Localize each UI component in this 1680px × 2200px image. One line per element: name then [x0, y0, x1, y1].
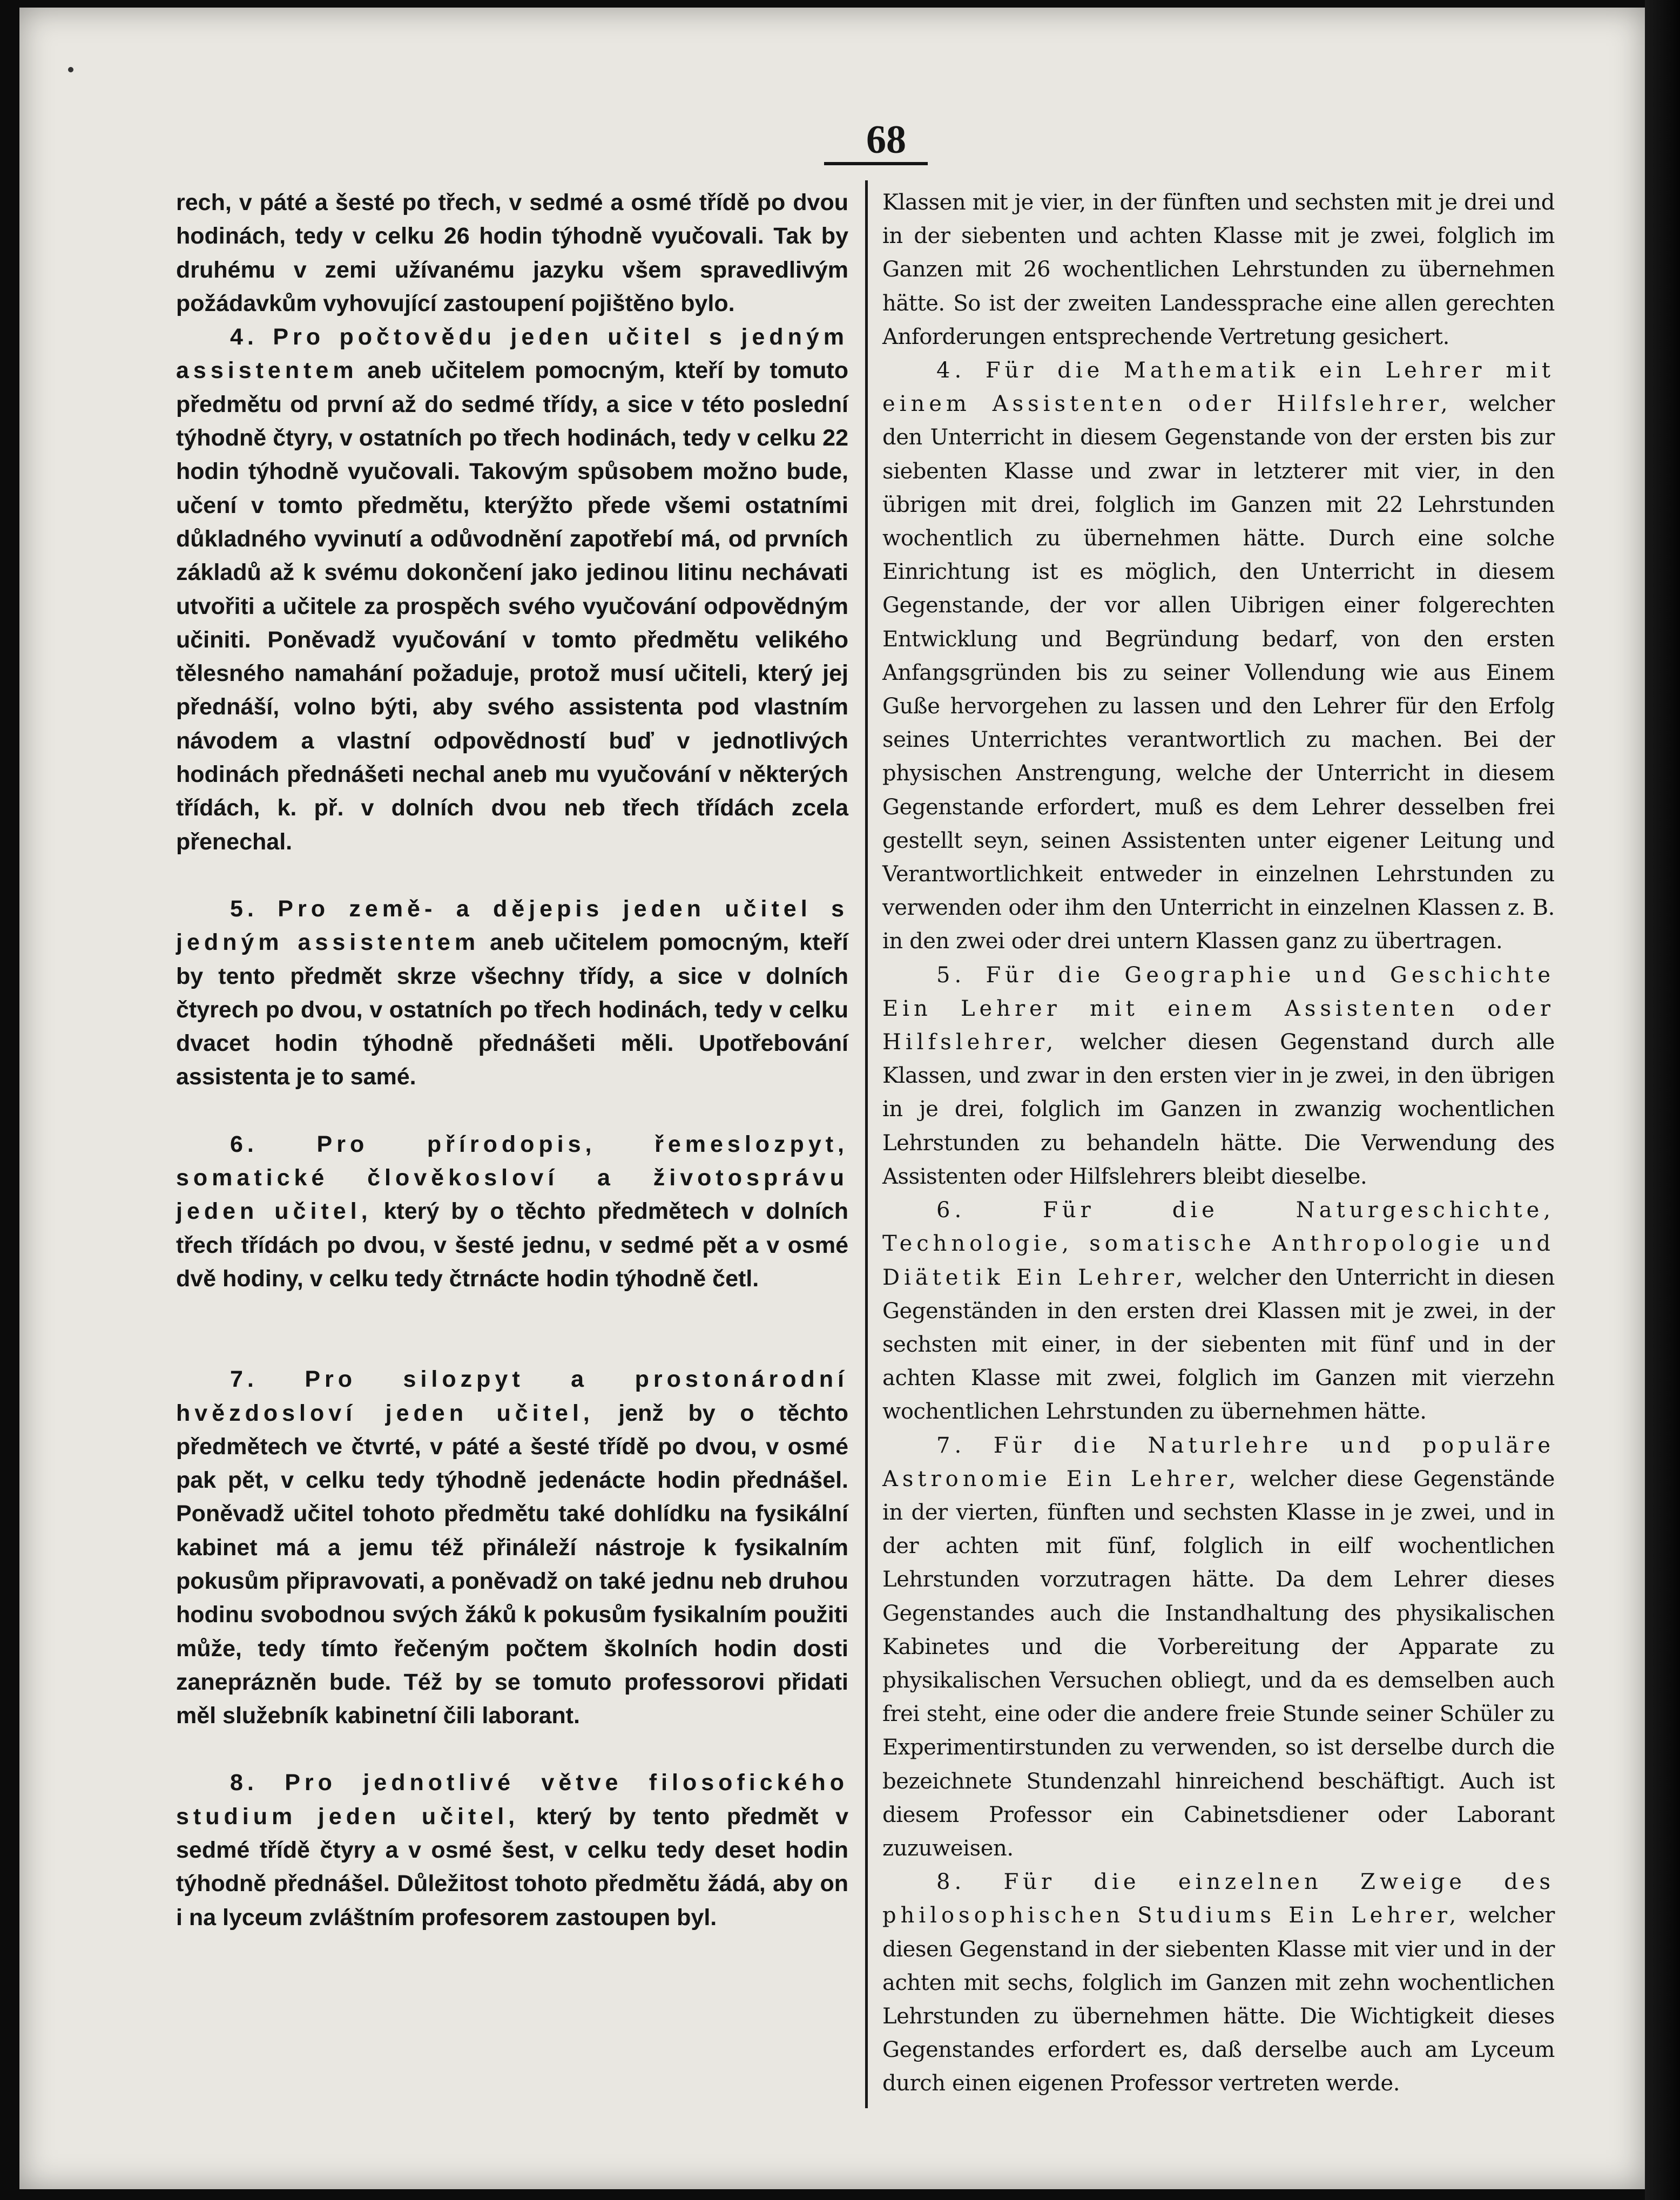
- scan-speck: [68, 67, 73, 72]
- czech-paragraph-4-text: aneb učitelem pomocným, kteří by tomuto předmětu od první až do sedmé třídy, a sice v této poslední týhodně čtyry, v ostatních po třech hodinách, tedy v celku 22 hodin týhodně vyučovali. Takovým spůsobem možno bude, učení v tomto předmětu, kterýžto přede všemi ostatními důkladného vyvinutí a odůvodnění zapotřebí má, od prvních základů až k svému dokončení jako jedinou litinu nechávati utvořiti a učitele za prospěch svého vyučování odpovědným učiniti. Poněvadž vyučování v tomto předmětu velikého tělesného namahání požaduje, protož musí učiteli, který jej přednáší, volno býti, aby svého assistenta pod vlastním návodem a vlastní odpovědností buď v jednotlivých hodinách přednášeti nechal aneb mu vyučování v některých třídách, k. př. v dolních dvou neb třech třídách zcela přenechal.: [176, 357, 848, 855]
- page-number: 68: [866, 118, 906, 162]
- czech-paragraph-5-text: aneb učitelem pomocným, kteří by tento předmět skrze všechny třídy, a sice v dolních čtyrech po dvou, v ostatních po třech hodinách, tedy v celku dvacet hodin týhodně přednášeti měli. Upotřebování assistenta je to samé.: [176, 929, 849, 1090]
- czech-paragraph-6-lead: 6. Pro přírodopis, řemeslozpyt, somatické člověkosloví a životosprávu jeden učitel,: [176, 1131, 848, 1225]
- german-paragraph-7-text: welcher diese Gegenstände in der vierten, fünften und sechsten Klasse in je zwei, und in der achten mit fünf, folglich in eilf wochentlichen Lehrstunden vorzutragen hätte. Da dem Lehrer dieses Gegenstandes auch die Instandhaltung des physikalischen Kabinetes und die Vorbereitung der Apparate zu physikalischen Versuchen obliegt, und da es demselben auch frei steht, eine oder die andere freie Stunde seiner Schüler zu Experimentirstunden zu verwenden, so ist derselbe durch die bezeichnete Stundenzahl hinreichend beschäftigt. Auch ist diesem Professor ein Cabinetsdiener oder Laborant zuzuweisen.: [882, 1466, 1555, 1861]
- czech-paragraph-7-text: jenž by o těchto předmětech ve čtvrté, v páté a šesté třídě po dvou, v osmé pak pět, v celku tedy týhodně jedenácte hodin přednášel. Poněvadž učitel tohoto předmětu také dohlídku na fysikální kabinet má a jemu též přináleží nástroje k fysikalním pokusům připravovati, a poněvadž on také jednu neb druhou hodinu svobodnou svých žáků k pokusům fysikalním použiti může, tedy tímto řečeným počtem školních hodin dosti zaneprázněn bude. Též by se tomuto professorovi přidati měl služebník kabinetní čili laborant.: [176, 1400, 848, 1729]
- czech-paragraph-6: [176, 1128, 848, 1295]
- czech-paragraph-4-lead: 4. Pro počtovědu jeden učitel s jedným assistentem: [176, 324, 848, 384]
- czech-paragraph-4: [176, 320, 848, 859]
- german-paragraph-7: [882, 1429, 1555, 1866]
- german-paragraph-8: [882, 1865, 1555, 2100]
- german-paragraph-intro: Klassen mit je vier, in der fünften und sechsten mit je drei und in der siebenten und achten Klasse mit je zwei, folglich im Ganzen mit 26 wochentlichen Lehrstunden zu übernehmen hätte. So ist der zweiten Landessprache eine allen gerechten Anforderungen entsprechende Vertretung gesichert.: [882, 190, 1555, 349]
- german-paragraph-7-lead: 7. Für die Naturlehre und populäre Astronomie Ein Lehrer,: [882, 1433, 1555, 1492]
- czech-paragraph-7-lead: 7. Pro silozpyt a prostonárodní hvězdosloví jeden učitel,: [176, 1366, 848, 1426]
- german-paragraph-5-text: welcher diesen Gegenstand durch alle Klassen, und zwar in den ersten vier in je zwei, in den übrigen in je drei, folglich im Ganzen in zwanzig wochentlichen Lehrstunden zu behandeln hätte. Die Verwendung des Assistenten oder Hilfslehrers bleibt dieselbe.: [882, 1030, 1555, 1189]
- german-paragraph-8-text: welcher diesen Gegenstand in der siebenten Klasse mit vier und in der achten mit sechs, folglich im Ganzen mit zehn wochentlichen Lehrstunden zu übernehmen hätte. Die Wichtigkeit dieses Gegenstandes erfordert es, daß derselbe auch am Lyceum durch einen eigenen Professor vertreten werde.: [882, 1903, 1555, 2096]
- czech-paragraph-intro: rech, v páté a šesté po třech, v sedmé a osmé třídě po dvou hodinách, tedy v celku 26 hodin týhodně vyučovali. Tak by druhému v zemi užívanému jazyku všem spravedlivým požádavkům vyhovující zastoupení pojištěno bylo.: [176, 190, 848, 316]
- czech-paragraph-8: [176, 1766, 848, 1934]
- german-column: [882, 186, 1555, 2101]
- scan-dark-edge: [1645, 0, 1680, 2200]
- german-paragraph-8-lead: 8. Für die einzelnen Zweige des philosophischen Studiums Ein Lehrer,: [882, 1870, 1555, 1928]
- german-paragraph-6: [882, 1193, 1555, 1428]
- czech-paragraph-5-lead: 5. Pro země- a dějepis jeden učitel s jedným assistentem: [176, 895, 848, 956]
- czech-paragraph-8-lead: 8. Pro jednotlivé větve filosofického studium jeden učitel,: [176, 1770, 848, 1830]
- german-paragraph-4-lead: 4. Für die Mathematik ein Lehrer mit einem Assistenten oder Hilfslehrer,: [882, 358, 1555, 417]
- column-divider: [865, 180, 868, 2108]
- czech-paragraph-5: [176, 892, 848, 1094]
- czech-paragraph-7: [176, 1362, 848, 1732]
- german-paragraph-6-text: welcher den Unterricht in diesen Gegenständen in den ersten drei Klassen mit je zwei, in der sechsten mit einer, in der siebenten mit fünf und in der achten Klasse mit zwei, folglich im Ganzen mit vierzehn wochentlichen Lehrstunden zu übernehmen hätte.: [882, 1265, 1555, 1425]
- german-paragraph-6-lead: 6. Für die Naturgeschichte, Technologie, somatische Anthropologie und Diätetik Ein Lehrer,: [882, 1198, 1555, 1290]
- german-paragraph-5-lead: 5. Für die Geographie und Geschichte Ein Lehrer mit einem Assistenten oder Hilfslehrer,: [882, 962, 1555, 1055]
- czech-paragraph-6-text: který by o těchto předmětech v dolních třech třídách po dvou, v šesté jednu, v sedmé pět a v osmé dvě hodiny, v celku tedy čtrnácte hodin týhodně četl.: [176, 1198, 849, 1292]
- german-paragraph-5: [882, 959, 1555, 1193]
- czech-paragraph-8-text: který by tento předmět v sedmé třídě čtyry a v osmé šest, v celku tedy deset hodin týhodně přednášel. Důležitost tohoto předmětu žádá, aby on i na lyceum zvláštním profesorem zastoupen byl.: [176, 1803, 848, 1931]
- page-number-underline: [824, 162, 928, 165]
- document-page: [19, 8, 1645, 2189]
- czech-column: [176, 186, 848, 1934]
- german-paragraph-4-text: welcher den Unterricht in diesem Gegenstande von der ersten bis zur siebenten Klasse und zwar in letzterer mit vier, in den übrigen mit drei, folglich im Ganzen mit 22 Lehrstunden wochentlich zu übernehmen hätte. Durch eine solche Einrichtung ist es möglich, den Unterricht in diesem Gegenstande, der vor allen Uibrigen einer folgerechten Entwicklung und Begründung bedarf, von den ersten Anfangsgründen bis zu seiner Vollendung wie aus Einem Guße hervorgehen zu lassen und den Lehrer für den Erfolg seines Unterrichtes verantwortlich zu machen. Bei der physischen Anstrengung, welche der Unterricht in diesem Gegenstande erfordert, muß es dem Lehrer desselben frei gestellt seyn, seinen Assistenten unter eigener Leitung und Verantwortlichkeit entweder in einzelnen Lehrstunden zu verwenden oder ihm den Unterricht in einzelnen Klassen z. B. in den zwei oder drei untern Klassen ganz zu übertragen.: [882, 392, 1555, 954]
- german-paragraph-4: [882, 354, 1555, 959]
